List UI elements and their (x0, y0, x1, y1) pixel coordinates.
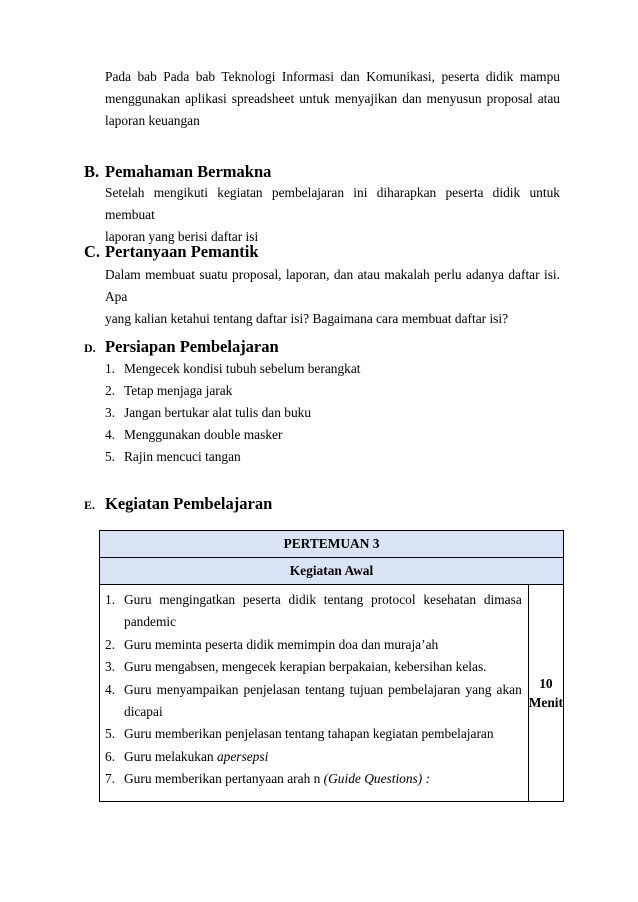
step-number: 2. (105, 636, 116, 652)
paragraph-line: yang kalian ketahui tentang daftar isi? Bagaimana cara membuat daftar isi? (105, 311, 509, 326)
step-text-continued: pandemic (124, 614, 177, 630)
section-c-paragraph (105, 264, 560, 330)
step-text-italic: apersepsi (216, 748, 269, 764)
activity-table (99, 530, 564, 802)
list-number: 2. (105, 383, 116, 398)
section-letter: B. (84, 162, 100, 181)
step-text (124, 746, 522, 768)
list-item (105, 446, 361, 468)
section-b-paragraph (105, 182, 560, 248)
list-item (105, 746, 522, 768)
intro-line: Pada bab Pada bab Teknologi Informasi dan Komunikasi, peserta didik mampu (105, 69, 560, 84)
list-number: 4. (105, 427, 116, 442)
step-number: 1. (105, 592, 116, 607)
list-item (105, 611, 522, 633)
step-number: 7. (105, 771, 116, 787)
list-item (105, 656, 522, 678)
step-number: 4. (105, 681, 116, 697)
list-text: Mengecek kondisi tubuh sebelum berangkat (124, 361, 361, 376)
section-letter: D. (84, 341, 96, 355)
paragraph-line: laporan yang berisi daftar isi (105, 229, 259, 244)
list-text: Menggunakan double masker (124, 427, 283, 442)
section-letter: E. (84, 498, 96, 512)
list-item (105, 424, 361, 446)
step-number: 5. (105, 726, 116, 742)
list-number: 1. (105, 361, 116, 376)
section-d-heading (84, 337, 279, 358)
section-title: Persiapan Pembelajaran (105, 337, 279, 356)
duration-unit: Menit (528, 694, 563, 710)
step-text-plain: Guru melakukan (124, 748, 217, 764)
list-item (105, 380, 361, 402)
intro-paragraph (105, 66, 560, 132)
section-b-heading (84, 162, 271, 182)
table-header: PERTEMUAN 3 (100, 531, 564, 558)
section-title: Kegiatan Pembelajaran (105, 494, 273, 513)
list-item (105, 723, 522, 745)
step-text-plain: Guru memberikan pertanyaan arah n (124, 771, 324, 787)
list-item (105, 358, 361, 380)
step-text: Guru menyampaikan penjelasan tentang tujuan pembelajaran yang akan (124, 681, 522, 697)
preparation-list (105, 358, 361, 468)
intro-line: laporan keuangan (105, 113, 200, 128)
list-item (105, 634, 522, 656)
list-item (105, 768, 522, 790)
duration-value: 10 (539, 675, 553, 691)
steps-cell (100, 585, 529, 802)
step-number: 3. (105, 659, 116, 675)
list-text: Tetap menjaga jarak (124, 383, 233, 398)
paragraph-line: Setelah mengikuti kegiatan pembelajaran ini diharapkan peserta didik untuk membuat (105, 185, 560, 222)
list-item (105, 402, 361, 424)
step-text: Guru mengabsen, mengecek kerapian berpakaian, kebersihan kelas. (124, 659, 487, 675)
section-title: Pertanyaan Pemantik (105, 242, 259, 261)
step-text: Guru mengingatkan peserta didik tentang protocol kesehatan dimasa (124, 592, 522, 607)
step-number: 6. (105, 748, 116, 764)
step-text: Guru memberikan penjelasan tentang tahapan kegiatan pembelajaran (124, 726, 494, 742)
list-number: 3. (105, 405, 116, 420)
list-item (105, 589, 522, 611)
intro-line: menggunakan aplikasi spreadsheet untuk menyajikan dan menyusun proposal atau (105, 91, 560, 106)
list-text: Rajin mencuci tangan (124, 449, 241, 464)
list-number: 5. (105, 449, 116, 464)
list-text: Jangan bertukar alat tulis dan buku (124, 405, 312, 420)
step-text-italic: (Guide Questions) : (323, 771, 431, 787)
section-letter: C. (84, 242, 101, 261)
steps-list (105, 589, 522, 791)
section-c-heading (84, 242, 259, 262)
list-item (105, 679, 522, 701)
step-text-continued: dicapai (124, 704, 163, 720)
table-subheader: Kegiatan Awal (100, 558, 564, 585)
step-text (124, 768, 522, 790)
list-item (105, 701, 522, 723)
duration-cell (528, 585, 563, 802)
paragraph-line: Dalam membuat suatu proposal, laporan, dan atau makalah perlu adanya daftar isi. Apa (105, 267, 560, 304)
section-e-heading (84, 494, 272, 515)
step-text: Guru meminta peserta didik memimpin doa dan muraja’ah (124, 636, 439, 652)
section-title: Pemahaman Bermakna (105, 162, 272, 181)
